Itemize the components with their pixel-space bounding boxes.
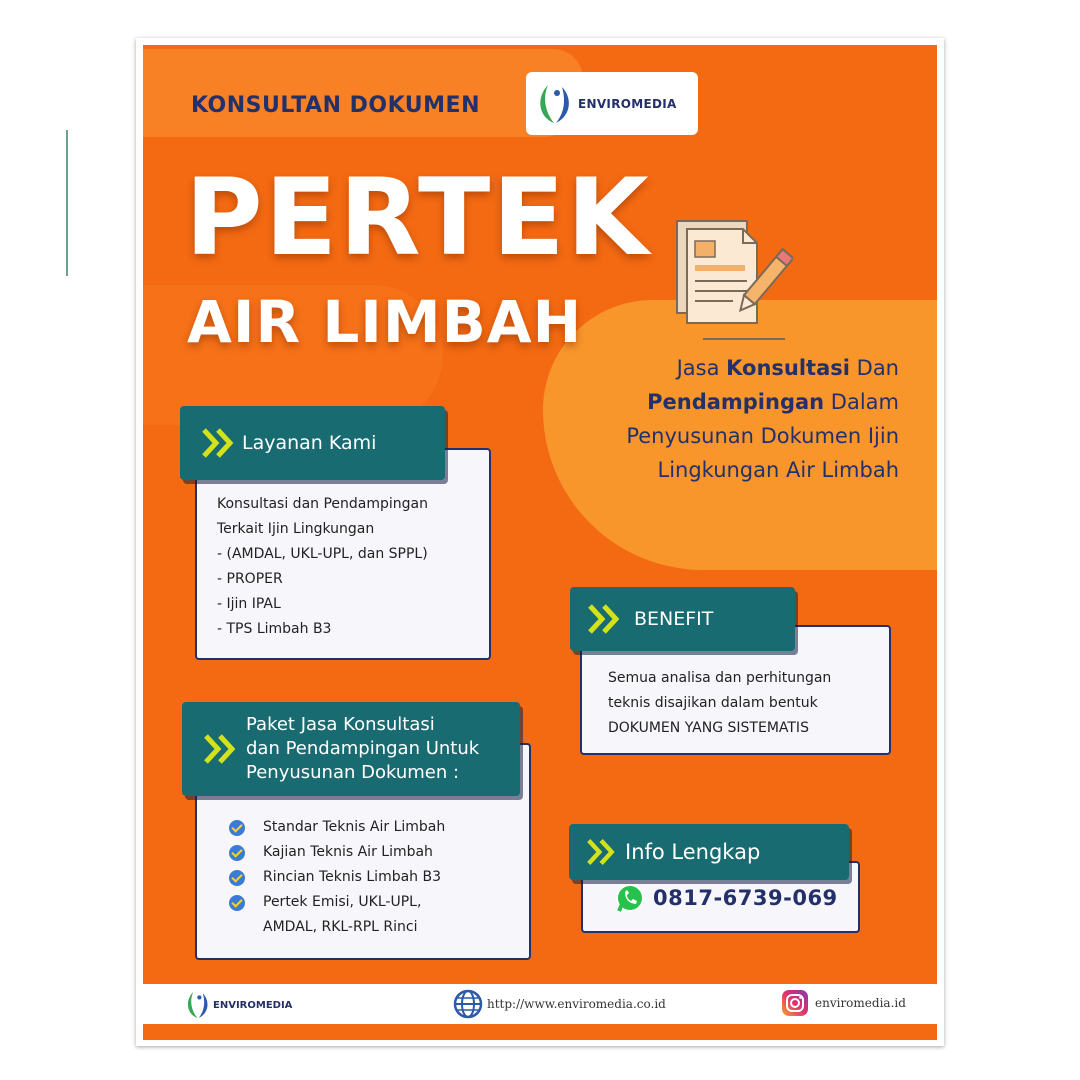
tagline-line-4: Lingkungan Air Limbah bbox=[657, 458, 899, 482]
whatsapp-icon bbox=[615, 883, 645, 913]
tagline bbox=[626, 351, 899, 487]
tagline-line-1: Jasa Konsultasi Dan bbox=[676, 356, 899, 380]
hero-title: PERTEK bbox=[185, 156, 651, 279]
leaf-logo-icon bbox=[185, 990, 211, 1020]
phone-row[interactable] bbox=[615, 883, 838, 913]
benefit-line: Semua analisa dan perhitungan bbox=[608, 670, 832, 686]
side-line bbox=[66, 130, 68, 276]
hero-subtitle: AIR LIMBAH bbox=[187, 288, 583, 356]
tagline-line-2: Pendampingan Dalam bbox=[647, 390, 899, 414]
info-header bbox=[569, 824, 849, 880]
phone-number: 0817-6739-069 bbox=[653, 886, 838, 910]
footer-bar bbox=[143, 1024, 937, 1040]
brand-logo bbox=[526, 72, 698, 135]
orange-panel bbox=[143, 45, 937, 984]
double-chevron-icon bbox=[588, 604, 622, 634]
footer-website[interactable] bbox=[453, 989, 666, 1019]
double-chevron-icon bbox=[202, 428, 236, 458]
footer-brand bbox=[185, 990, 292, 1020]
benefit-body bbox=[608, 666, 831, 741]
website-url: http://www.enviromedia.co.id bbox=[487, 997, 666, 1011]
check-badge-icon bbox=[229, 820, 245, 836]
globe-icon bbox=[453, 989, 483, 1019]
layanan-line: Konsultasi dan Pendampingan bbox=[217, 496, 428, 512]
paket-item-continued: AMDAL, RKL-RPL Rinci bbox=[263, 919, 418, 935]
layanan-title: Layanan Kami bbox=[242, 432, 377, 454]
paket-title-line: dan Pendampingan Untuk bbox=[246, 738, 480, 759]
info-title: Info Lengkap bbox=[625, 840, 761, 864]
paket-item: Pertek Emisi, UKL-UPL, bbox=[229, 890, 445, 915]
footer-instagram[interactable] bbox=[781, 989, 906, 1017]
document-pencil-icon bbox=[673, 215, 793, 345]
layanan-line: Terkait Ijin Lingkungan bbox=[217, 521, 375, 537]
layanan-line: - TPS Limbah B3 bbox=[217, 621, 332, 637]
double-chevron-icon bbox=[204, 734, 238, 764]
header-title: KONSULTAN DOKUMEN bbox=[191, 93, 480, 118]
check-badge-icon bbox=[229, 895, 245, 911]
benefit-line: teknis disajikan dalam bentuk bbox=[608, 695, 818, 711]
check-badge-icon bbox=[229, 870, 245, 886]
paket-title bbox=[246, 713, 479, 785]
benefit-line: DOKUMEN YANG SISTEMATIS bbox=[608, 720, 809, 736]
footer bbox=[143, 984, 937, 1024]
poster bbox=[136, 38, 944, 1046]
paket-item: Standar Teknis Air Limbah bbox=[229, 815, 445, 840]
tagline-line-3: Penyusunan Dokumen Ijin bbox=[626, 424, 899, 448]
paket-item: Rincian Teknis Limbah B3 bbox=[229, 865, 445, 890]
paket-header bbox=[182, 702, 520, 796]
footer-brand-name: ENVIROMEDIA bbox=[213, 999, 293, 1011]
leaf-logo-icon bbox=[536, 83, 574, 125]
paket-title-line: Paket Jasa Konsultasi bbox=[246, 714, 435, 735]
paket-item: Kajian Teknis Air Limbah bbox=[229, 840, 445, 865]
layanan-line: - (AMDAL, UKL-UPL, dan SPPL) bbox=[217, 546, 428, 562]
layanan-line: - PROPER bbox=[217, 571, 283, 587]
instagram-icon bbox=[781, 989, 809, 1017]
double-chevron-icon bbox=[587, 838, 617, 866]
check-badge-icon bbox=[229, 845, 245, 861]
layanan-header bbox=[180, 406, 445, 480]
benefit-header bbox=[570, 587, 795, 651]
benefit-title: BENEFIT bbox=[634, 608, 714, 630]
brand-name: ENVIROMEDIA bbox=[578, 96, 677, 111]
layanan-line: - Ijin IPAL bbox=[217, 596, 281, 612]
layanan-body bbox=[217, 492, 428, 642]
paket-list bbox=[229, 815, 445, 940]
paket-title-line: Penyusunan Dokumen : bbox=[246, 762, 460, 783]
instagram-handle: enviromedia.id bbox=[815, 996, 906, 1010]
